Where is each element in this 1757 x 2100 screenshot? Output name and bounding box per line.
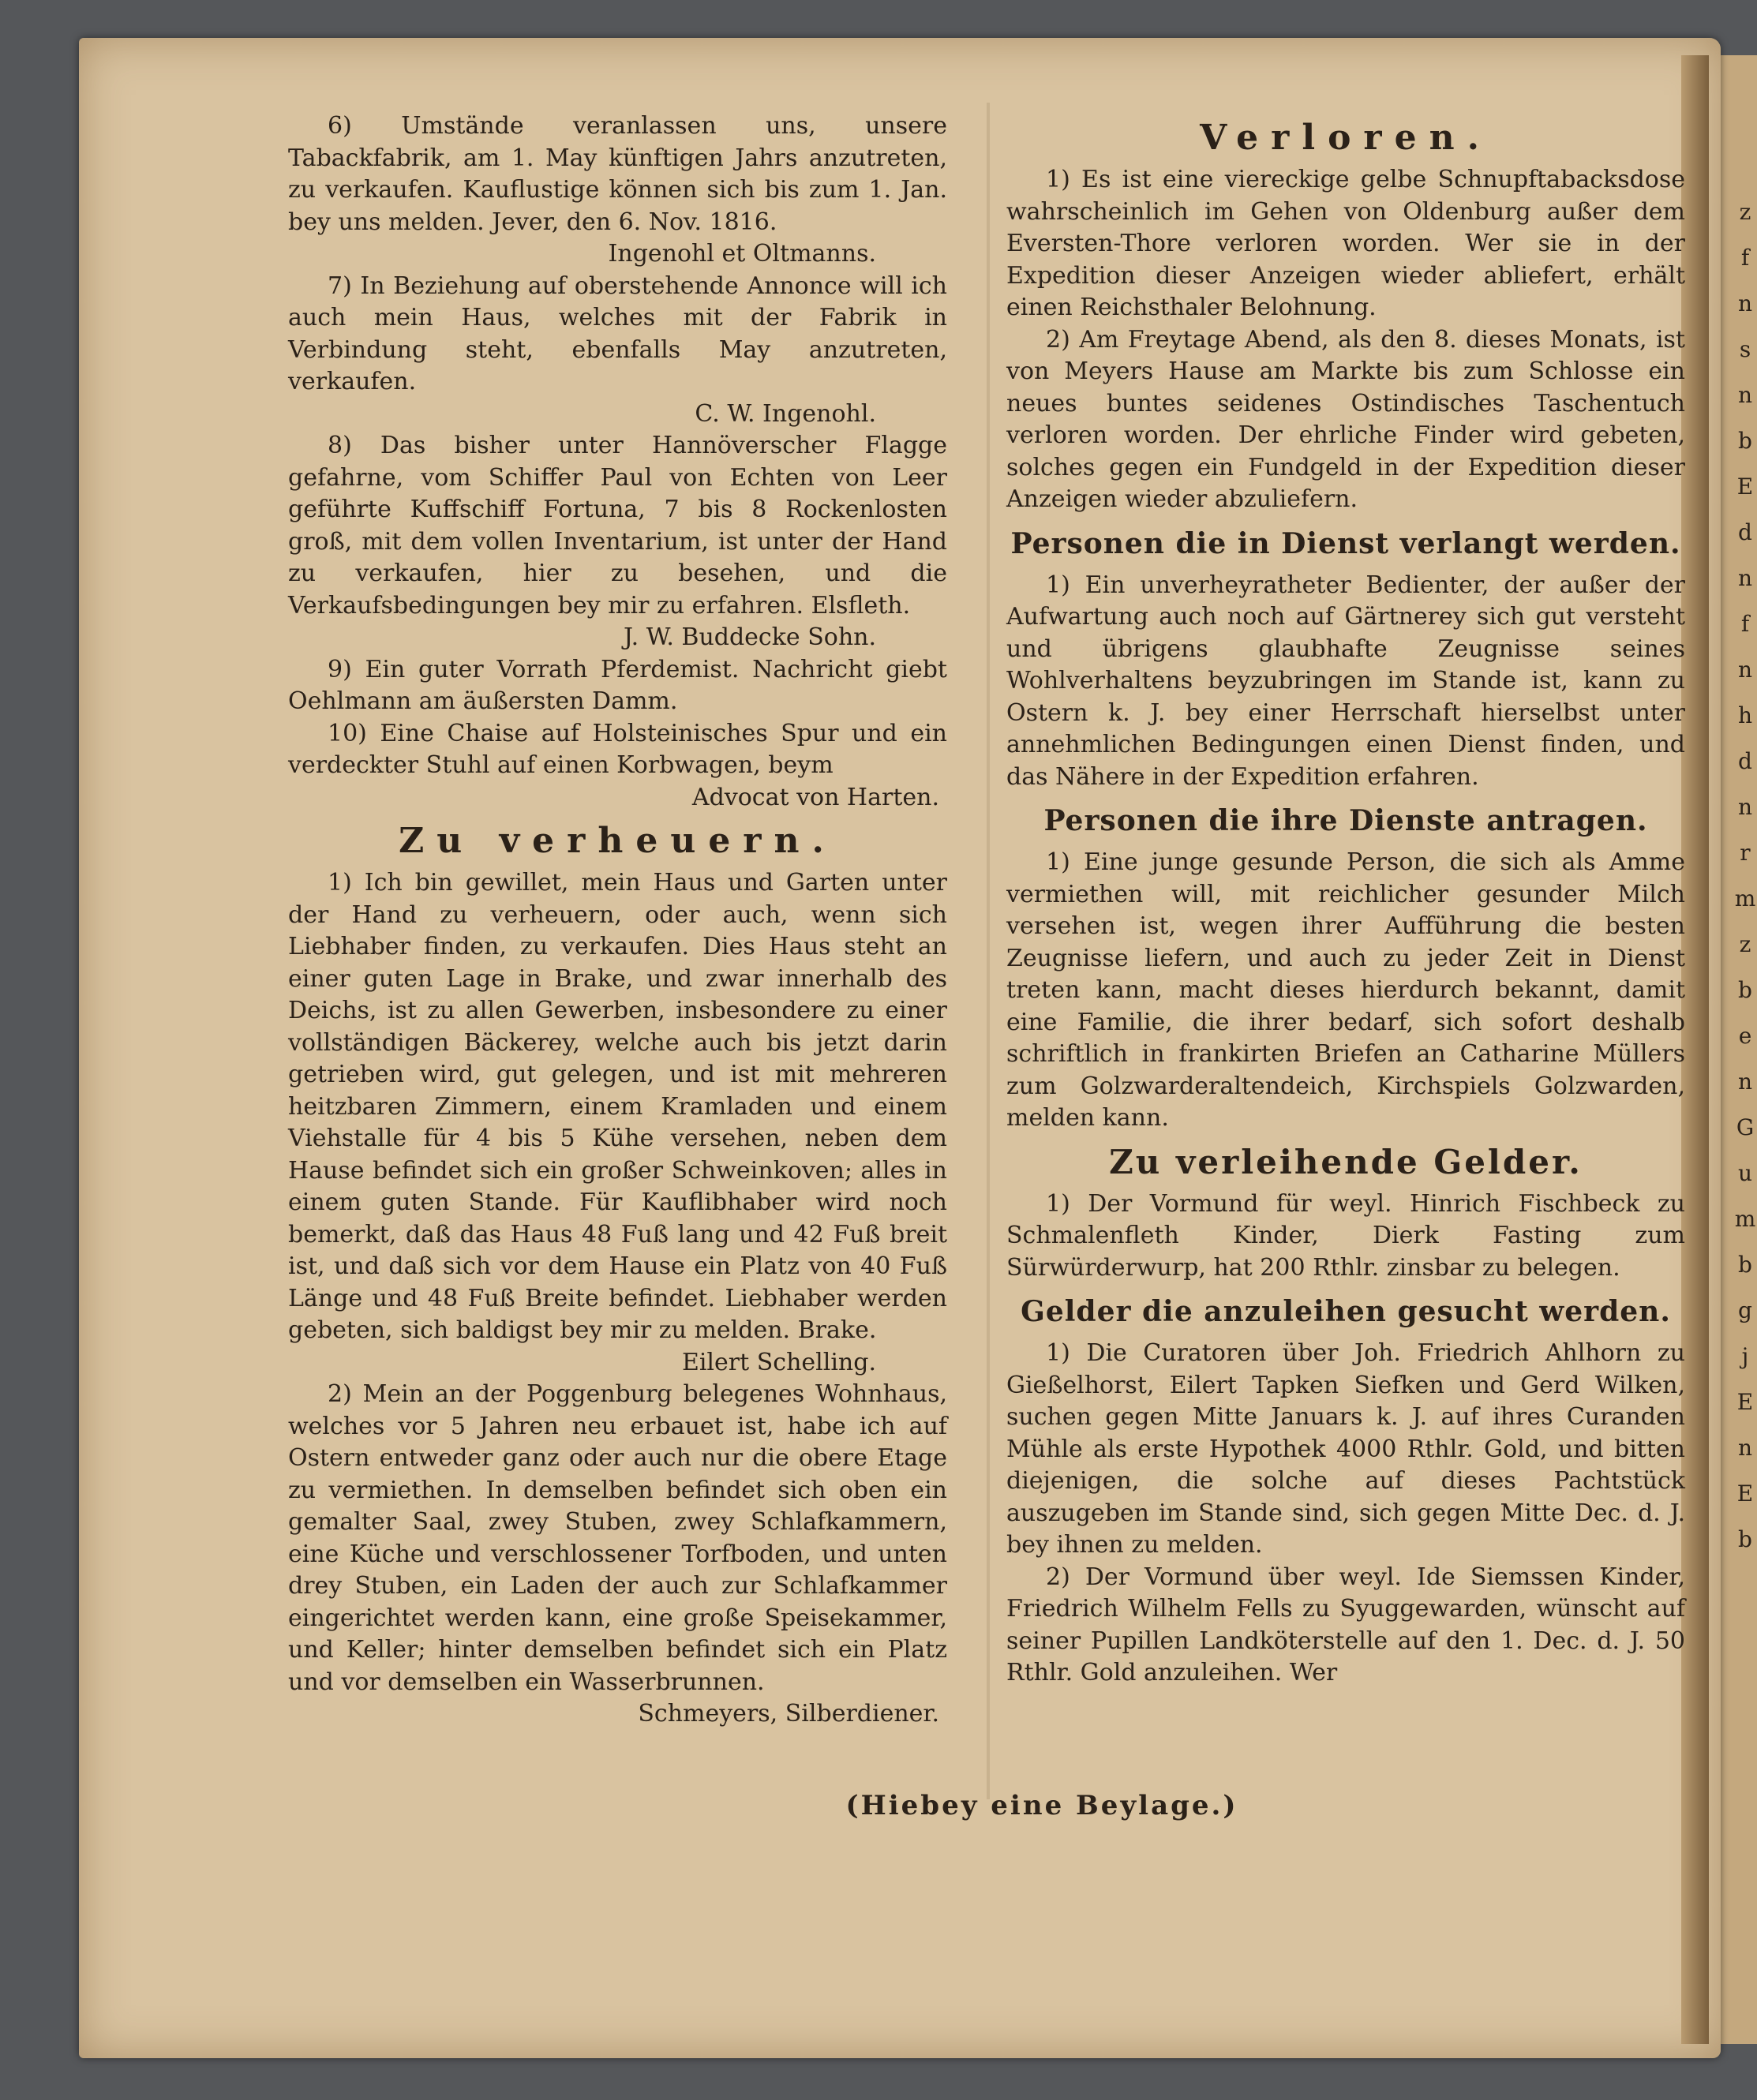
ad-text: 8) Das bisher unter Hannöverscher Flagge gefahrne, vom Schiffer Paul von Echten von Leer geführte Kuffschiff Fortuna, 7 bis 8 Rockenlosten groß, mit dem vollen Inventarium, ist unter der Hand zu verkaufen, hier zu besehen, und die Verkaufsbedingungen bey mir zu erfahren. Elsfleth. bbox=[288, 432, 947, 620]
edge-fragment: n bbox=[1737, 565, 1753, 591]
edge-fragment: s bbox=[1739, 336, 1751, 362]
ad-text: 1) Die Curatoren über Joh. Friedrich Ahlhorn zu Gießelhorst, Eilert Tapken Siefken und Gerd Wilken, suchen gegen Mitte Januars k. J. auf ihres Curanden Mühle als erste Hypothek 4000 Rthlr. Gold, und bitten diejenigen, die solche auf dieses Pachtstück auszugeben im Stande sind, sich gegen Mitte Dec. d. J. bey ihnen zu melden. bbox=[1006, 1339, 1685, 1559]
edge-fragment: u bbox=[1737, 1160, 1753, 1186]
section-heading-gelder-gesucht: Gelder die anzuleihen gesucht werden. bbox=[1021, 1295, 1671, 1328]
edge-fragment: n bbox=[1737, 1069, 1753, 1095]
ad-text: 1) Ein unverheyratheter Bedienter, der außer der Aufwartung auch noch auf Gärtnerey sich gut versteht und übrigens glaubhafte Zeugnisse seines Wohlverhaltens beyzubringen im Stande ist, kann zu Ostern k. J. bey einer Herrschaft hierselbst unter annehmlichen Bedingungen einen Dienst finden, und das Nähere in der Expedition erfahren. bbox=[1006, 571, 1685, 791]
section-heading-verleihende-gelder: Zu verleihende Gelder. bbox=[1109, 1142, 1583, 1181]
section-heading-dienste-antragen: Personen die ihre Dienste antragen. bbox=[1043, 804, 1648, 837]
edge-fragment: m bbox=[1734, 1206, 1756, 1232]
supplement-note: (Hiebey eine Beylage.) bbox=[845, 1790, 1238, 1821]
section-heading-verloren: Verloren. bbox=[1200, 118, 1492, 158]
edge-fragment: n bbox=[1737, 382, 1753, 408]
edge-fragment: d bbox=[1738, 748, 1752, 774]
edge-fragment: n bbox=[1737, 1435, 1753, 1461]
edge-fragment: f bbox=[1740, 611, 1750, 637]
ad-text: 1) Der Vormund für weyl. Hinrich Fischbeck zu Schmalenfleth Kinder, Dierk Fasting zum Sürwürderwurp, hat 200 Rthlr. zinsbar zu belegen. bbox=[1006, 1189, 1685, 1282]
lost-2 bbox=[1006, 324, 1685, 516]
section-heading-zu-verheuern: Zu verheuern. bbox=[399, 821, 837, 861]
edge-fragment: E bbox=[1736, 1480, 1754, 1507]
ad-signature: Ingenohl et Oltmanns. bbox=[608, 240, 876, 268]
right-column bbox=[1006, 110, 1685, 1690]
column-fold bbox=[987, 103, 990, 1799]
ad-text: 1) Eine junge gesunde Person, die sich als Amme vermiethen will, mit reichlicher gesunder Milch versehen ist, wegen ihrer Aufführung die besten Zeugnisse liefern, und auch zu jeder Zeit in Dienst treten kann, macht dieses hierdurch bekannt, damit eine Familie, die ihrer bedarf, sich sofort deshalb schriftlich in frankirten Briefen an Catharine Müllers zum Golzwarderaltendeich, Kirchspiels Golzwarden, melden kann. bbox=[1006, 848, 1685, 1132]
lend-1 bbox=[1006, 1189, 1685, 1285]
adjacent-page-fragments bbox=[1733, 189, 1757, 1563]
ad-10 bbox=[288, 718, 947, 814]
ad-6 bbox=[288, 110, 947, 271]
ad-text: 1) Ich bin gewillet, mein Haus und Garten unter der Hand zu verheuern, oder auch, wenn sich Liebhaber finden, zu verkaufen. Dies Haus steht an einer guten Lage in Brake, und zwar innerhalb des Deichs, ist zu allen Gewerben, insbesondere zu einer vollständigen Bäckerey, welche auch bis jetzt darin getrieben wird, gut gelegen, und ist mit mehreren heitzbaren Zimmern, einem Kramladen und einem Viehstalle für 4 bis 5 Kühe versehen, neben dem Hause befindet sich ein großer Schweinkoven; alles in einem guten Stande. Für Kauflibhaber wird noch bemerkt, daß das Haus 48 Fuß lang und 42 Fuß breit ist, und daß sich vor dem Hause ein Platz von 40 Fuß Länge und 48 Fuß Breite befindet. Liebhaber werden gebeten, sich baldigst bey mir zu melden. Brake. bbox=[288, 869, 947, 1344]
section-heading-dienst-verlangt: Personen die in Dienst verlangt werden. bbox=[1010, 526, 1681, 560]
edge-fragment: b bbox=[1738, 977, 1752, 1003]
left-column bbox=[288, 110, 947, 1731]
edge-fragment: n bbox=[1737, 657, 1753, 683]
edge-fragment: h bbox=[1737, 702, 1753, 728]
borrow-1 bbox=[1006, 1338, 1685, 1562]
ad-text: 7) In Beziehung auf oberstehende Annonce will ich auch mein Haus, welches mit der Fabrik in Verbindung steht, ebenfalls May anzutreten, verkaufen. bbox=[288, 271, 947, 395]
ad-signature: Schmeyers, Silberdiener. bbox=[638, 1700, 939, 1728]
offer-1 bbox=[1006, 847, 1685, 1135]
ad-signature: Eilert Schelling. bbox=[681, 1348, 876, 1376]
ad-signature: Advocat von Harten. bbox=[691, 783, 939, 811]
edge-fragment: n bbox=[1737, 794, 1753, 820]
ad-signature: J. W. Buddecke Sohn. bbox=[623, 623, 876, 651]
edge-fragment: e bbox=[1738, 1023, 1752, 1049]
edge-fragment: b bbox=[1738, 1526, 1752, 1552]
binding-gutter bbox=[1681, 55, 1709, 2044]
edge-fragment: G bbox=[1736, 1114, 1755, 1140]
edge-fragment: g bbox=[1738, 1297, 1752, 1323]
edge-fragment: E bbox=[1736, 474, 1754, 500]
ad-8 bbox=[288, 430, 947, 654]
edge-fragment: b bbox=[1738, 1252, 1752, 1278]
edge-fragment: r bbox=[1740, 840, 1751, 866]
ad-signature: C. W. Ingenohl. bbox=[695, 399, 876, 428]
wanted-1 bbox=[1006, 570, 1685, 794]
edge-fragment: j bbox=[1741, 1343, 1749, 1369]
edge-fragment: f bbox=[1740, 245, 1750, 271]
ad-7 bbox=[288, 271, 947, 431]
ad-verheuern-1 bbox=[288, 867, 947, 1379]
edge-fragment: E bbox=[1736, 1389, 1754, 1415]
ad-text: 10) Eine Chaise auf Holsteinisches Spur und ein verdeckter Stuhl auf einen Korbwagen, beym bbox=[288, 719, 947, 779]
edge-fragment: n bbox=[1737, 290, 1753, 316]
edge-fragment: d bbox=[1738, 519, 1752, 545]
ad-9 bbox=[288, 654, 947, 718]
ad-text: 2) Am Freytage Abend, als den 8. dieses Monats, ist von Meyers Hause am Markte bis zum Schlosse ein neues buntes seidenes Ostindisches Taschentuch verloren worden. Der ehrliche Finder wird gebeten, solches gegen ein Fundgeld in der Expedition dieser Anzeigen wieder abzuliefern. bbox=[1006, 325, 1685, 513]
ad-text: 2) Der Vormund über weyl. Ide Siemssen Kinder, Friedrich Wilhelm Fells zu Syuggewarden, wünscht auf seiner Pupillen Landköterstelle auf den 1. Dec. d. J. 50 Rthlr. Gold anzuleihen. Wer bbox=[1006, 1563, 1685, 1686]
ad-text: 2) Mein an der Poggenburg belegenes Wohnhaus, welches vor 5 Jahren neu erbauet ist, habe ich auf Ostern entweder ganz oder auch nur die obere Etage zu vermiethen. In demselben befindet sich oben ein gemalter Saal, zwey Stuben, zwey Schlafkammern, eine Küche und verschlossener Torfboden, und unten drey Stuben, ein Laden der auch zur Schlafkammer eingerichtet werden kann, eine große Speisekammer, und Keller; hinter demselben befindet sich ein Platz und vor demselben ein Wasserbrunnen. bbox=[288, 1380, 947, 1696]
ad-text: 9) Ein guter Vorrath Pferdemist. Nachricht giebt Oehlmann am äußersten Damm. bbox=[288, 655, 947, 715]
ad-verheuern-2 bbox=[288, 1379, 947, 1731]
edge-fragment: z bbox=[1739, 931, 1751, 957]
ad-text: 1) Es ist eine viereckige gelbe Schnupftabacksdose wahrscheinlich im Gehen von Oldenburg außer dem Eversten-Thore verloren worden. Wer sie in der Expedition dieser Anzeigen wieder abliefert, erhält einen Reichsthaler Belohnung. bbox=[1006, 166, 1685, 321]
edge-fragment: b bbox=[1738, 428, 1752, 454]
lost-1 bbox=[1006, 164, 1685, 324]
edge-fragment: m bbox=[1734, 885, 1756, 911]
borrow-2 bbox=[1006, 1562, 1685, 1690]
edge-fragment: z bbox=[1739, 199, 1751, 225]
ad-text: 6) Umstände veranlassen uns, unsere Tabackfabrik, am 1. May künftigen Jahrs anzutreten, zu verkaufen. Kauflustige können sich bis zum 1. Jan. bey uns melden. Jever, den 6. Nov. 1816. bbox=[288, 112, 947, 236]
